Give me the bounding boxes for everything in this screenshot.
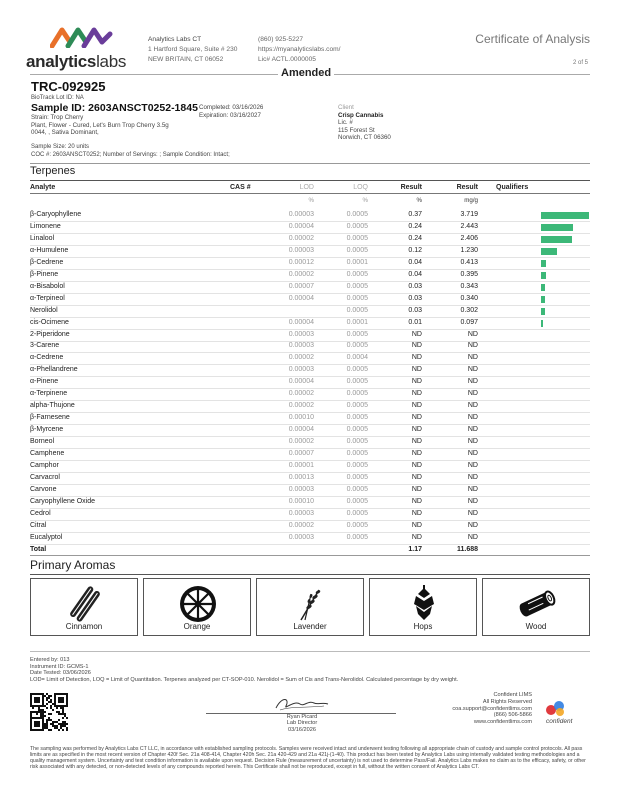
result-mg: 0.395: [460, 270, 478, 278]
table-row: [30, 532, 590, 544]
table-row: [30, 352, 590, 364]
result-pct: ND: [411, 354, 422, 362]
loq-value: 0.0005: [346, 366, 368, 374]
analyte-name: α-Pinene: [30, 378, 59, 386]
col-lod: LOD: [299, 184, 314, 191]
analyte-name: Carvacrol: [30, 473, 60, 481]
lims-email[interactable]: coa.support@confidentlims.com: [452, 705, 532, 712]
table-row: [30, 305, 590, 317]
document-title: Certificate of Analysis: [475, 32, 590, 46]
result-mg: ND: [467, 509, 478, 517]
loq-value: 0.0005: [346, 378, 368, 386]
client-address-1: 115 Forest St: [338, 126, 375, 134]
lod-value: 0.00004: [288, 426, 314, 434]
result-mg: 0.302: [460, 306, 478, 314]
loq-value: 0.0005: [346, 211, 368, 218]
lod-value: 0.00002: [288, 234, 314, 242]
result-pct: ND: [411, 366, 422, 374]
result-mg: ND: [467, 450, 478, 457]
total-pct: 1.17: [408, 545, 422, 553]
result-pct: ND: [411, 450, 422, 457]
result-pct: 0.03: [408, 282, 422, 290]
loq-value: 0.0005: [346, 282, 368, 290]
lims-info: [452, 692, 532, 726]
signer-name: Ryan Picard: [286, 714, 318, 720]
lod-value: 0.00004: [288, 222, 314, 230]
logo-text-light: labs: [96, 52, 127, 71]
col-qualifiers: Qualifiers: [496, 184, 529, 191]
strain-info: [31, 114, 201, 137]
aromas-title-divider: [30, 574, 590, 575]
result-mg: ND: [467, 330, 478, 338]
expiration-date: Expiration: 03/16/2027: [199, 112, 261, 119]
result-mg: ND: [467, 402, 478, 410]
aroma-label-cinnamon: Cinnamon: [65, 622, 103, 631]
lod-value: 0.00004: [288, 378, 314, 386]
table-row: [30, 448, 590, 460]
loq-value: 0.0005: [346, 342, 368, 350]
result-pct: ND: [411, 473, 422, 481]
result-bar: [541, 260, 546, 267]
result-mg: 2.406: [460, 234, 478, 242]
amended-status: Amended: [278, 67, 334, 79]
table-row: [30, 317, 590, 329]
lod-value: 0.00002: [288, 354, 314, 362]
client-label: Client: [338, 104, 354, 111]
lab-address: [148, 35, 237, 65]
lims-phone: (866) 506-5866: [493, 712, 532, 719]
table-row: [30, 257, 590, 269]
analyte-name: Camphene: [30, 450, 65, 457]
loq-value: 0.0005: [346, 306, 368, 314]
wood-icon: [517, 584, 557, 624]
table-row: [30, 412, 590, 424]
loq-value: 0.0005: [346, 509, 368, 517]
result-bar: [541, 224, 573, 231]
table-row: [30, 364, 590, 376]
lod-value: 0.00003: [288, 330, 314, 338]
result-bar: [541, 320, 543, 327]
logo-mark-icon: [50, 26, 114, 48]
lab-license: Lic# ACTL.0000005: [258, 56, 316, 63]
lab-contact: [258, 35, 340, 65]
result-pct: 0.24: [408, 222, 422, 230]
trc-number: TRC-092925: [31, 79, 106, 94]
sample-id: Sample ID: 2603ANSCT0252-1845: [31, 102, 198, 114]
col-cas: CAS #: [230, 184, 251, 191]
table-row: [30, 233, 590, 245]
table-row: [30, 436, 590, 448]
analyte-name: α-Cedrene: [30, 354, 64, 362]
biotrack-lot-id: BioTrack Lot ID: NA: [31, 95, 84, 101]
director-signature: [272, 694, 332, 714]
entered-by: Entered by: 013: [30, 657, 70, 663]
lod-value: 0.00003: [288, 366, 314, 374]
analyte-name: α-Terpineol: [30, 294, 65, 302]
analyte-name: β-Myrcene: [30, 426, 64, 434]
total-label: Total: [30, 545, 47, 553]
loq-value: 0.0005: [346, 294, 368, 302]
result-pct: 0.04: [408, 270, 422, 278]
table-row: [30, 508, 590, 520]
signer-date: 03/16/2026: [288, 726, 316, 733]
table-row: [30, 388, 590, 400]
unit-result-pct: %: [416, 197, 422, 204]
table-row: [30, 460, 590, 472]
document-header: [0, 0, 620, 90]
analyte-name: Cedrol: [30, 509, 51, 517]
cinnamon-icon: [65, 584, 105, 624]
loq-value: 0.0005: [346, 234, 368, 242]
lab-address-line-2: NEW BRITAIN, CT 06052: [148, 56, 224, 63]
table-row: [30, 340, 590, 352]
lod-value: 0.00002: [288, 390, 314, 398]
signer-block: [262, 714, 342, 733]
orange-icon: [178, 584, 218, 624]
table-row: [30, 520, 590, 532]
completed-date: Completed: 03/16/2026: [199, 104, 264, 111]
table-row: [30, 472, 590, 484]
loq-value: 0.0005: [346, 414, 368, 422]
disclaimer: The sampling was performed by Analytics Labs CT LLC, in accordance with established sampling protocols. Samples were received intact and underwent testing following all appropriate chain of custody and sample control protocols. All pass limits are as specified in the most recent version of Chapter 420f Sec. 21a 408-414, Chapter 420h Sec. 21a 420-429 and 21a 421j-(1-40). This product has been tested by Analytics Labs using internally validated testing methodologies and a quality management system. Uncertainty and test condition information is available upon request. Decision Rule (measurement of uncertainty) is not used to determine Pass/Fail. Analytics Labs makes no claim as to the efficacy, safety, or other risk associated with any detected, or non-detected levels of any compounds reported herein. This Certificate shall not be reproduced, except in full, without the written consent of Analytics Labs CT.: [30, 746, 586, 770]
lims-name: Confident LIMS: [493, 692, 532, 698]
signer-title: Lab Director: [286, 720, 318, 727]
loq-value: 0.0005: [346, 246, 368, 254]
client-license: Lic. #: [338, 119, 353, 127]
analyte-name: β-Pinene: [30, 270, 59, 278]
loq-value: 0.0001: [346, 318, 368, 326]
lab-url[interactable]: https://myanalyticslabs.com/: [258, 46, 341, 53]
result-mg: 3.719: [460, 211, 478, 218]
lod-value: 0.00004: [288, 294, 314, 302]
lod-value: 0.00003: [288, 342, 314, 350]
loq-value: 0.0005: [346, 426, 368, 434]
analyte-name: β-Cedrene: [30, 258, 64, 266]
result-pct: ND: [411, 414, 422, 422]
lod-value: 0.00010: [288, 414, 314, 422]
aromas-section-title: Primary Aromas: [30, 558, 116, 572]
sample-size: Sample Size: 20 units: [31, 144, 90, 150]
analyte-name: α-Humulene: [30, 246, 69, 254]
loq-value: 0.0005: [346, 330, 368, 338]
lab-address-line-1: 1 Hartford Square, Suite # 230: [148, 46, 238, 53]
table-row: [30, 400, 590, 412]
lod-value: 0.00002: [288, 270, 314, 278]
lod-value: 0.00003: [288, 246, 314, 254]
result-bar: [541, 272, 546, 279]
result-pct: 0.04: [408, 258, 422, 266]
unit-lod: %: [308, 197, 314, 204]
result-bar: [541, 296, 545, 303]
analyte-name: 2-Piperidone: [30, 330, 70, 338]
lod-value: 0.00007: [288, 282, 314, 290]
lod-value: 0.00003: [288, 485, 314, 493]
lims-url[interactable]: www.confidentlims.com: [473, 719, 532, 726]
table-header-line: [30, 193, 590, 194]
result-mg: 0.413: [460, 258, 478, 266]
result-pct: 0.01: [408, 318, 422, 326]
result-mg: ND: [467, 426, 478, 434]
result-pct: ND: [411, 402, 422, 410]
table-row: [30, 293, 590, 305]
lod-value: 0.00013: [288, 473, 314, 481]
loq-value: 0.0005: [346, 485, 368, 493]
loq-value: 0.0005: [346, 222, 368, 230]
loq-value: 0.0004: [346, 354, 368, 362]
result-mg: ND: [467, 485, 478, 493]
lod-value: 0.00003: [288, 533, 314, 541]
result-mg: ND: [467, 342, 478, 350]
table-row: [30, 245, 590, 257]
analytics-labs-logo: [26, 26, 136, 74]
analyte-name: cis-Ocimene: [30, 318, 69, 326]
lod-value: 0.00010: [288, 497, 314, 505]
aroma-label-wood: Wood: [525, 622, 547, 631]
date-tested: Date Tested: 03/06/2026: [30, 670, 91, 677]
analyte-name: Caryophyllene Oxide: [30, 497, 95, 505]
qr-code[interactable]: [30, 693, 68, 731]
terpenes-title-divider: [30, 180, 590, 181]
sample-dates: [199, 104, 263, 120]
result-pct: ND: [411, 521, 422, 529]
result-mg: 0.340: [460, 294, 478, 302]
result-pct: ND: [411, 342, 422, 350]
result-bar: [541, 248, 557, 255]
instrument-id: Instrument ID: GCMS-1: [30, 663, 89, 670]
analyte-name: α-Terpinene: [30, 390, 68, 398]
unit-result-mg: mg/g: [464, 197, 478, 204]
unit-loq: %: [362, 197, 368, 204]
result-mg: 2.443: [460, 222, 478, 230]
result-pct: ND: [411, 533, 422, 541]
lod-value: 0.00003: [288, 509, 314, 517]
analyte-name: 3-Carene: [30, 342, 60, 350]
analyte-name: Carvone: [30, 485, 57, 493]
lod-value: 0.00004: [288, 318, 314, 326]
result-pct: ND: [411, 378, 422, 386]
lod-value: 0.00002: [288, 438, 314, 446]
result-bar: [541, 308, 545, 315]
table-row: [30, 281, 590, 293]
analyte-name: alpha-Thujone: [30, 402, 75, 410]
result-bar: [541, 236, 572, 243]
result-mg: 0.097: [460, 318, 478, 326]
hops-icon: [404, 584, 444, 624]
client-info: [338, 104, 391, 142]
result-pct: ND: [411, 485, 422, 493]
test-metadata: [30, 657, 590, 683]
strain-line-1: Strain: Trop Cherry: [31, 114, 84, 121]
footer-divider: [30, 651, 590, 652]
result-mg: 1.230: [460, 246, 478, 254]
client-address-2: Norwich, CT 06360: [338, 134, 391, 142]
loq-value: 0.0005: [346, 450, 368, 457]
result-pct: ND: [411, 509, 422, 517]
sample-size-info: [31, 144, 230, 159]
page-number: 2 of 5: [572, 60, 588, 66]
table-row: [30, 424, 590, 436]
aroma-label-hops: Hops: [413, 622, 433, 631]
aromas-top-divider: [30, 555, 590, 556]
loq-value: 0.0005: [346, 497, 368, 505]
analyte-name: Limonene: [30, 222, 61, 230]
result-mg: ND: [467, 390, 478, 398]
aroma-label-lavender: Lavender: [293, 622, 327, 631]
analyte-name: β-Caryophyllene: [30, 211, 82, 218]
loq-value: 0.0005: [346, 402, 368, 410]
terpenes-top-divider: [30, 163, 590, 164]
col-loq: LOQ: [353, 184, 368, 191]
strain-line-2: Plant, Flower - Cured, Let's Burn Trop Cherry 3.5g: [31, 121, 169, 129]
logo-text-bold: analytics: [26, 52, 97, 71]
analyte-name: Linalool: [30, 234, 55, 242]
result-mg: ND: [467, 533, 478, 541]
result-bar: [541, 284, 545, 291]
lod-value: 0.00003: [288, 211, 314, 218]
result-pct: ND: [411, 390, 422, 398]
result-mg: ND: [467, 438, 478, 446]
table-row: [30, 209, 590, 221]
lab-phone: (860) 925-5227: [258, 36, 304, 43]
loq-value: 0.0005: [346, 473, 368, 481]
result-bar: [541, 212, 589, 219]
result-pct: ND: [411, 330, 422, 338]
result-pct: 0.37: [408, 211, 422, 218]
lod-value: 0.00002: [288, 402, 314, 410]
result-pct: 0.12: [408, 246, 422, 254]
analyte-name: Camphor: [30, 461, 59, 469]
result-pct: 0.03: [408, 294, 422, 302]
loq-value: 0.0005: [346, 438, 368, 446]
table-row: [30, 484, 590, 496]
result-mg: ND: [467, 461, 478, 469]
result-mg: 0.343: [460, 282, 478, 290]
loq-value: 0.0005: [346, 270, 368, 278]
lims-rights: All Rights Reserved: [482, 698, 532, 705]
total-mg: 11.688: [456, 545, 478, 553]
result-pct: ND: [411, 426, 422, 434]
table-row: [30, 329, 590, 341]
lod-value: 0.00012: [288, 258, 314, 266]
result-mg: ND: [467, 378, 478, 386]
lod-loq-legend: LOD= Limit of Detection, LOQ = Limit of Quantitation. Terpenes analyzed per CT-SOP-010. Nerolidol = Sum of Cis and Trans-Nerolidol. Calculated percentage by dry weight.: [30, 676, 459, 683]
table-row: [30, 496, 590, 508]
analyte-name: α-Bisabolol: [30, 282, 65, 290]
table-row-total: [30, 544, 590, 556]
analyte-name: Borneol: [30, 438, 55, 446]
analyte-name: β-Farnesene: [30, 414, 70, 422]
lab-name: Analytics Labs CT: [148, 36, 202, 43]
result-pct: ND: [411, 438, 422, 446]
confident-logo-text: confident: [546, 718, 573, 725]
result-mg: ND: [467, 354, 478, 362]
analyte-name: Nerolidol: [30, 306, 58, 314]
loq-value: 0.0005: [346, 533, 368, 541]
result-pct: 0.03: [408, 306, 422, 314]
lod-value: 0.00007: [288, 450, 314, 457]
loq-value: 0.0005: [346, 390, 368, 398]
result-mg: ND: [467, 497, 478, 505]
result-mg: ND: [467, 366, 478, 374]
result-pct: 0.24: [408, 234, 422, 242]
result-mg: ND: [467, 414, 478, 422]
terpenes-section-title: Terpenes: [30, 165, 76, 177]
analyte-name: α-Phellandrene: [30, 366, 78, 374]
aroma-label-orange: Orange: [183, 622, 211, 631]
result-mg: ND: [467, 521, 478, 529]
lod-value: 0.00001: [288, 461, 314, 469]
col-result-mg: Result: [456, 184, 478, 191]
col-analyte: Analyte: [30, 184, 56, 191]
table-row: [30, 269, 590, 281]
result-mg: ND: [467, 473, 478, 481]
col-result-pct: Result: [400, 184, 422, 191]
client-name: Crisp Cannabis: [338, 111, 384, 119]
coc-info: COC #: 2603ANSCT0252; Number of Servings: ; Sample Condition: Intact;: [31, 151, 230, 158]
strain-line-3: 0044, , Sativa Dominant,: [31, 129, 99, 136]
lavender-icon: [291, 584, 331, 624]
result-pct: ND: [411, 461, 422, 469]
loq-value: 0.0005: [346, 461, 368, 469]
table-row: [30, 376, 590, 388]
confident-logo-icon: [545, 699, 567, 717]
loq-value: 0.0001: [346, 258, 368, 266]
table-row: [30, 221, 590, 233]
analyte-name: Citral: [30, 521, 47, 529]
analyte-name: Eucalyptol: [30, 533, 63, 541]
lod-value: 0.00002: [288, 521, 314, 529]
result-pct: ND: [411, 497, 422, 505]
loq-value: 0.0005: [346, 521, 368, 529]
